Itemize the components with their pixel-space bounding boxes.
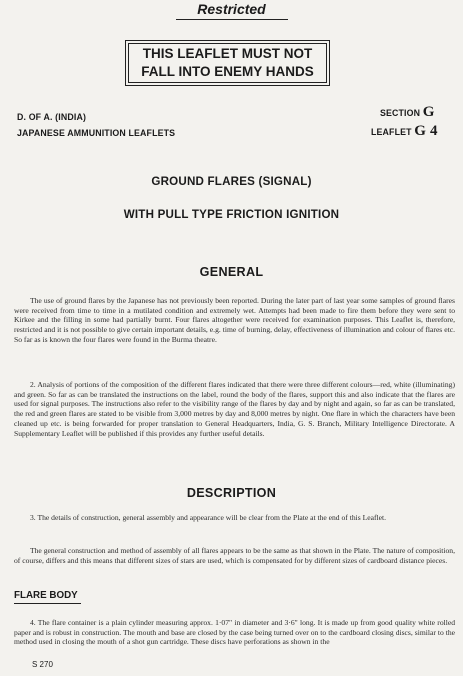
description-paragraph-4: The general construction and method of assembly of all flares appears to be the same as that shown in the Plate. The nature of composition, of course, differs and this means that different sizes of stars are used, which is compensated for by different sizes of cardboard distance pieces. — [14, 546, 455, 565]
warning-line-1: THIS LEAFLET MUST NOT — [142, 46, 313, 61]
leaflet-value: G 4 — [414, 123, 438, 139]
general-paragraph-2: 2. Analysis of portions of the composition of the different flares indicated that there were three different colours—red, white (illuminating) and green. So far as can be translated the instructions on the label, round the body of the flares, support this and also indicate that the flares are used for signal purposes. The instructions also refer to the visibility range of the flares by day and by night and again, so far as can be translated, the red and green flares are stated to be visible from 3,000 metres by day and 8,000 metres by night. One flare in which the characters have been cleaned up etc. is being forwarded for proper translation to General Headquarters, India, G. S. Branch, Military Intelligence Directorate. A Supplementary Leaflet will be published if this provides any further useful details. — [14, 380, 455, 438]
warning-box — [125, 40, 330, 86]
issuer-label: D. OF A. (INDIA) — [17, 112, 87, 122]
warning-box-inner — [128, 43, 327, 83]
print-code: S 270 — [32, 660, 53, 669]
flare-body-paragraph: 4. The flare container is a plain cylinder measuring approx. 1·07" in diameter and 3·6" long. It is made up from good quality white rolled paper and is robust in construction. The mouth and base are closed by the case being turned over on to the cardboard closing discs, similar to the method used in closing the mouth of a shot gun cartridge. These discs have perforations as shown in the — [14, 618, 455, 647]
classification-label: Restricted — [197, 1, 266, 17]
section-label: SECTION — [380, 108, 421, 118]
description-heading: DESCRIPTION — [186, 486, 277, 500]
classification-underline — [176, 19, 288, 20]
document-title-line-1: GROUND FLARES (SIGNAL) — [151, 175, 312, 188]
general-heading: GENERAL — [199, 265, 264, 279]
flare-body-heading: FLARE BODY — [14, 590, 78, 601]
leaflet-label: LEAFLET — [371, 127, 412, 137]
general-paragraph-1: The use of ground flares by the Japanese has not previously been reported. During the later part of last year some samples of ground flares were received from time to time in a mutilated condition and extremely wet. Attempts had been made to fire them before they were sent to Kirkee and the filling in some had partially burnt. Four flares altogether were received for examination purposes. This Leaflet is, therefore, restricted and it is not possible to give certain important details, e.g. time of burning, delay, effectiveness of illumination and colour of flares etc. So far as is known the four flares were found in the Burma theatre. — [14, 296, 455, 344]
warning-line-2: FALL INTO ENEMY HANDS — [141, 64, 314, 79]
section-ref — [380, 104, 435, 121]
section-value: G — [422, 104, 435, 120]
document-title-line-2: WITH PULL TYPE FRICTION IGNITION — [123, 208, 340, 221]
flare-body-underline — [14, 603, 81, 604]
description-paragraph-3: 3. The details of construction, general assembly and appearance will be clear from the Plate at the end of this Leaflet. — [30, 513, 386, 522]
leaflet-ref — [371, 123, 438, 140]
series-label: JAPANESE AMMUNITION LEAFLETS — [17, 128, 176, 138]
